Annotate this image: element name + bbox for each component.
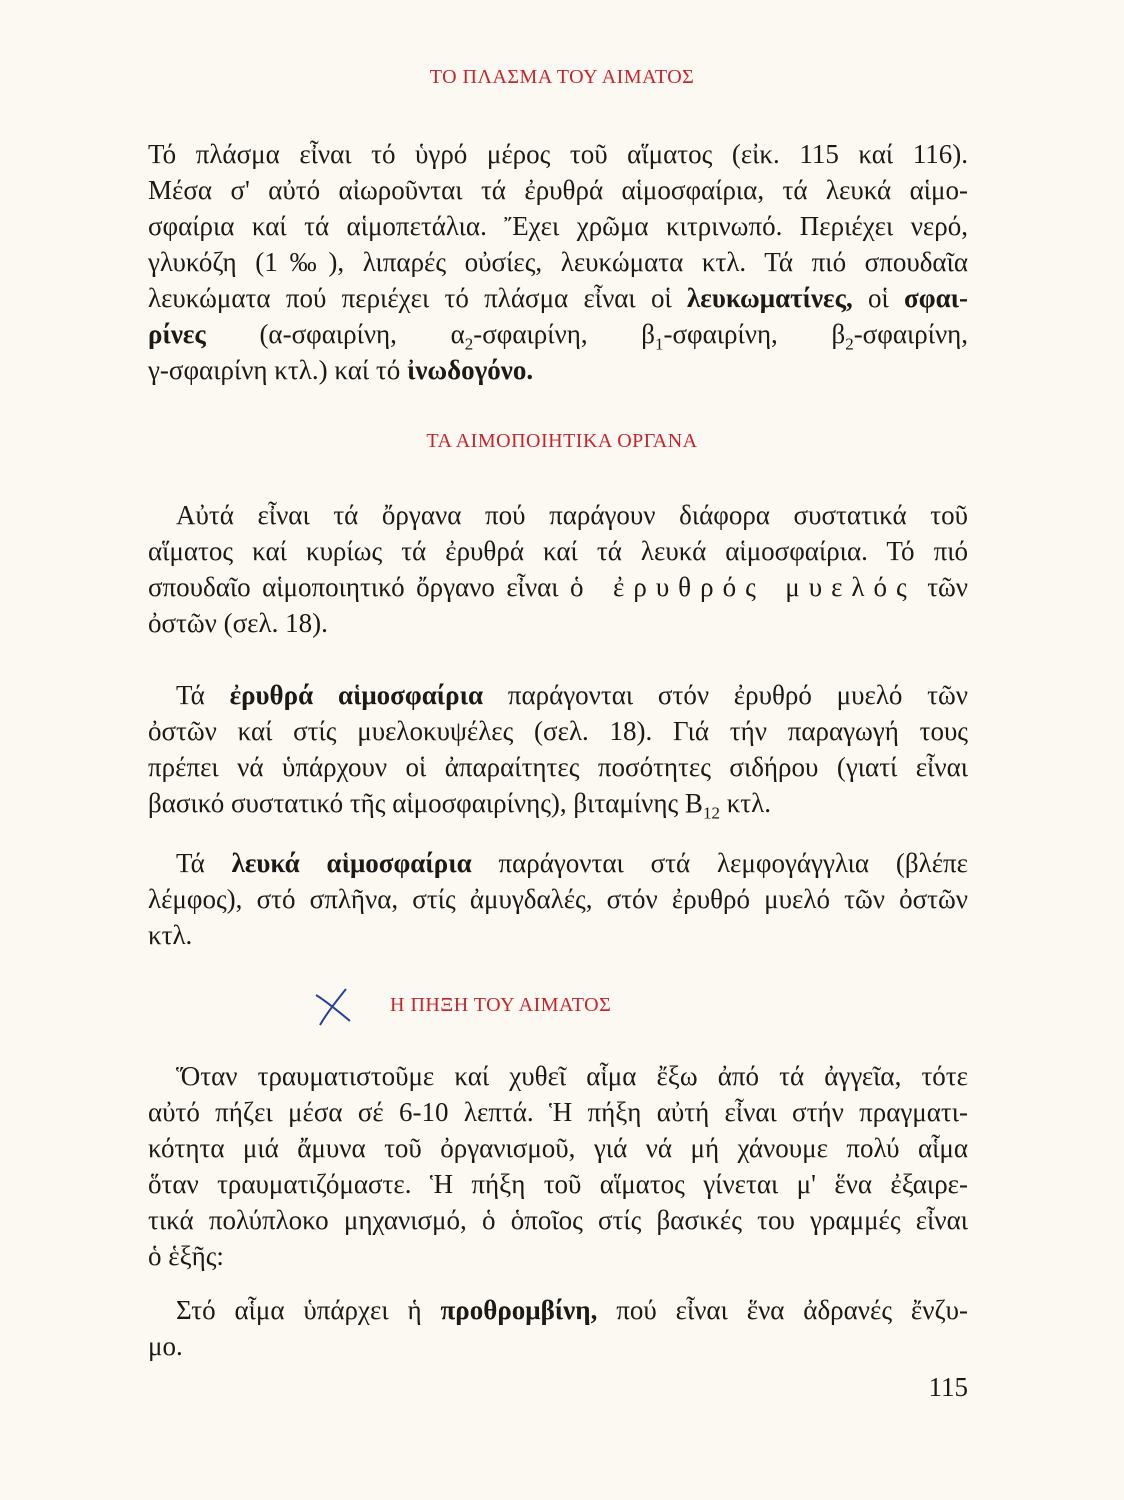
paragraph-white-cells xyxy=(148,845,968,953)
term-fibrinogen: ἰνωδογόνο. xyxy=(406,355,534,385)
text-line: ὀστῶν καί στίς μυελοκυψέλες (σελ. 18). Γιά τήν παραγωγή τους xyxy=(148,716,968,746)
text-line: Τά λευκά αἱμοσφαίρια παράγονται στά λεμφογάγγλια (βλέπε xyxy=(176,848,969,878)
term-prothrombin: προθρομβίνη, xyxy=(440,1295,598,1325)
text-line: σφαίρια καί τά αἱμοπετάλια. Ἔχει χρῶμα κιτρινωπό. Περιέχει νερό, xyxy=(148,211,968,241)
text-line: γ-σφαιρίνη κτλ.) καί τό ἰνωδογόνο. xyxy=(148,355,534,385)
heading-plasma: ΤΟ ΠΛΑΣΜΑ ΤΟΥ ΑΙΜΑΤΟΣ xyxy=(429,66,695,88)
term-red-blood-cells: ἐρυθρά αἱμοσφαίρια xyxy=(229,680,484,710)
text-line: μο. xyxy=(148,1331,183,1361)
text-line: Αὐτά εἶναι τά ὄργανα πού παράγουν διάφορα συστατικά τοῦ xyxy=(176,500,968,530)
term-globulins-part1: σφαι- xyxy=(904,283,969,313)
text-line: Μέσα σ' αὐτό αἰωροῦνται τά ἐρυθρά αἱμοσφαίρια, τά λευκά αἱμο- xyxy=(148,175,968,205)
heading-blood-clotting: Η ΠΗΞΗ ΤΟΥ ΑΙΜΑΤΟΣ xyxy=(390,994,612,1016)
term-red-marrow: ὁ ἐρυθρός μυελός xyxy=(570,572,916,602)
page-number: 115 xyxy=(928,1372,968,1402)
term-white-blood-cells: λευκά αἱμοσφαίρια xyxy=(231,848,472,878)
text-line: Τά ἐρυθρά αἱμοσφαίρια παράγονται στόν ἐρυθρό μυελό τῶν xyxy=(176,680,969,710)
text-line: τικά πολύπλοκο μηχανισμό, ὁ ὁποῖος στίς βασικές του γραμμές εἶναι xyxy=(148,1205,968,1235)
paragraph-prothrombin xyxy=(148,1292,968,1364)
paragraph-red-cells xyxy=(148,677,968,821)
paragraph-organs xyxy=(148,497,968,641)
term-globulins-part2: ρίνες xyxy=(148,319,206,349)
paragraph-clotting xyxy=(148,1058,968,1274)
text-line: ὁ ἑξῆς: xyxy=(148,1241,224,1271)
text-line: ρίνες (α-σφαιρίνη, $\alpha_2$-σφαιρίνη, $\beta_1$-σφαιρίνη, $\beta_2$-σφαιρίνη, xyxy=(148,319,969,354)
text-line: λέμφος), στό σπλῆνα, στίς ἀμυγδαλές, στόν ἐρυθρό μυελό τῶν ὀστῶν xyxy=(148,884,968,914)
term-albumins: λευκωματίνες, xyxy=(687,283,853,313)
text-line: σπουδαῖο αἱμοποιητικό ὄργανο εἶναι ὁ ἐρυθρός μυελός τῶν xyxy=(148,572,969,602)
text-line: βασικό συστατικό τῆς αἱμοσφαιρίνης), βιταμίνης $B_{12}$ κτλ. xyxy=(148,788,771,823)
heading-hematopoietic-organs: ΤΑ ΑΙΜΟΠΟΙΗΤΙΚΑ ΟΡΓΑΝΑ xyxy=(426,430,698,452)
text-line: λευκώματα πού περιέχει τό πλάσμα εἶναι οἱ λευκωματίνες, οἱ σφαι- xyxy=(148,283,969,313)
text-line: ὀστῶν (σελ. 18). xyxy=(148,608,328,638)
text-line: Ὅταν τραυματιστοῦμε καί χυθεῖ αἷμα ἔξω ἀπό τά ἀγγεῖα, τότε xyxy=(176,1061,968,1091)
text-line: πρέπει νά ὑπάρχουν οἱ ἀπαραίτητες ποσότητες σιδήρου (γιατί εἶναι xyxy=(148,752,968,782)
paragraph-plasma xyxy=(148,136,968,388)
text-line: Στό αἷμα ὑπάρχει ἡ προθρομβίνη, πού εἶναι ἕνα ἀδρανές ἔνζυ- xyxy=(176,1295,969,1325)
text-line: αὐτό πήζει μέσα σέ 6-10 λεπτά. Ἡ πήξη αὐτή εἶναι στήν πραγματι- xyxy=(148,1097,968,1127)
text-line: αἵματος καί κυρίως τά ἐρυθρά καί τά λευκά αἱμοσφαίρια. Τό πιό xyxy=(148,536,968,566)
text-line: γλυκόζη (1‰), λιπαρές οὐσίες, λευκώματα κτλ. Τά πιό σπουδαῖα xyxy=(148,247,968,277)
text-line: ὅταν τραυματιζόμαστε. Ἡ πήξη τοῦ αἵματος γίνεται μ' ἕνα ἐξαιρε- xyxy=(148,1169,968,1199)
text-line: κότητα μιά ἄμυνα τοῦ ὀργανισμοῦ, γιά νά μή χάνουμε πολύ αἷμα xyxy=(148,1133,968,1163)
text-line: Τό πλάσμα εἶναι τό ὑγρό μέρος τοῦ αἵματος (εἰκ. 115 καί 116). xyxy=(148,139,968,169)
text-line: κτλ. xyxy=(148,920,193,950)
pen-cross-mark-icon xyxy=(312,987,354,1027)
